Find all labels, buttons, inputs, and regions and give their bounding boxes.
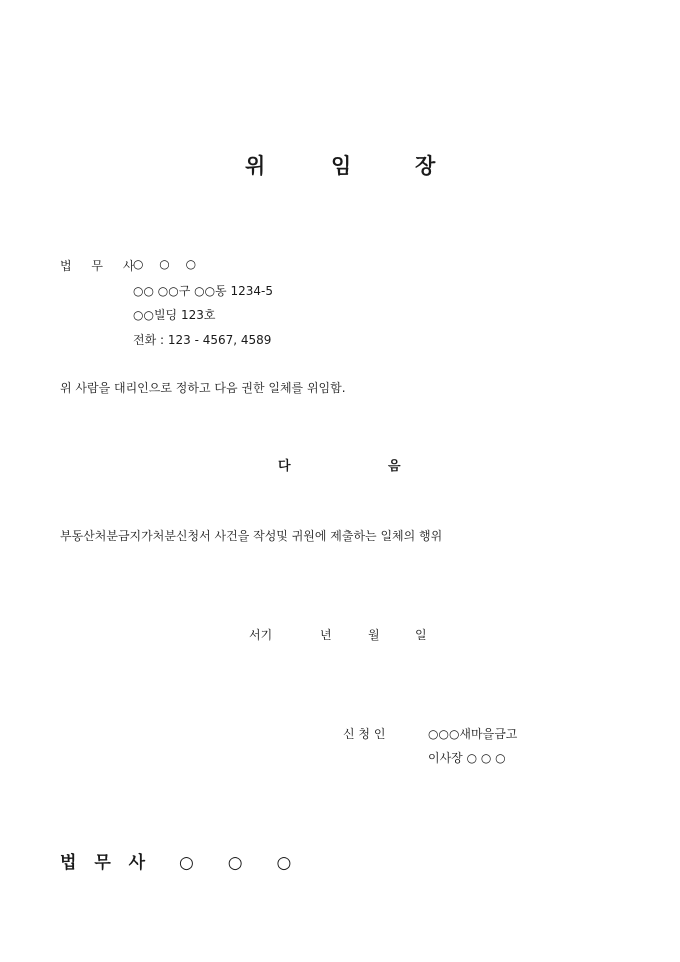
title-char-1: 위 <box>245 153 266 178</box>
date-year: 년 <box>320 628 332 642</box>
date-day: 일 <box>415 628 427 642</box>
authority-description: 부동산처분금지가처분신청서 사건을 작성및 귀원에 제출하는 일체의 행위 <box>60 529 443 543</box>
agent-role-label: 법 무 사 <box>60 259 143 273</box>
next-heading-right: 음 <box>388 459 401 474</box>
applicant-representative: 이사장 ○ ○ ○ <box>428 751 506 765</box>
delegation-statement: 위 사람을 대리인으로 정하고 다음 권한 일체를 위임함. <box>60 381 346 395</box>
footer-name: ○ ○ ○ <box>179 853 306 873</box>
agent-name: ○ ○ ○ <box>133 257 203 271</box>
agent-address-line1: ○○ ○○구 ○○동 1234-5 <box>133 284 273 298</box>
title-char-2: 임 <box>331 153 352 178</box>
next-heading-left: 다 <box>278 459 291 474</box>
agent-address-line2: ○○빌딩 123호 <box>133 308 216 322</box>
footer-role-label: 법 무 사 <box>60 853 152 873</box>
title-char-3: 장 <box>415 153 436 178</box>
date-month: 월 <box>368 628 380 642</box>
date-era: 서기 <box>249 628 273 642</box>
applicant-label: 신 청 인 <box>343 727 386 741</box>
applicant-org: ○○○새마을금고 <box>428 727 518 741</box>
agent-phone: 전화 : 123 - 4567, 4589 <box>133 333 272 347</box>
footer-signature <box>60 848 305 873</box>
